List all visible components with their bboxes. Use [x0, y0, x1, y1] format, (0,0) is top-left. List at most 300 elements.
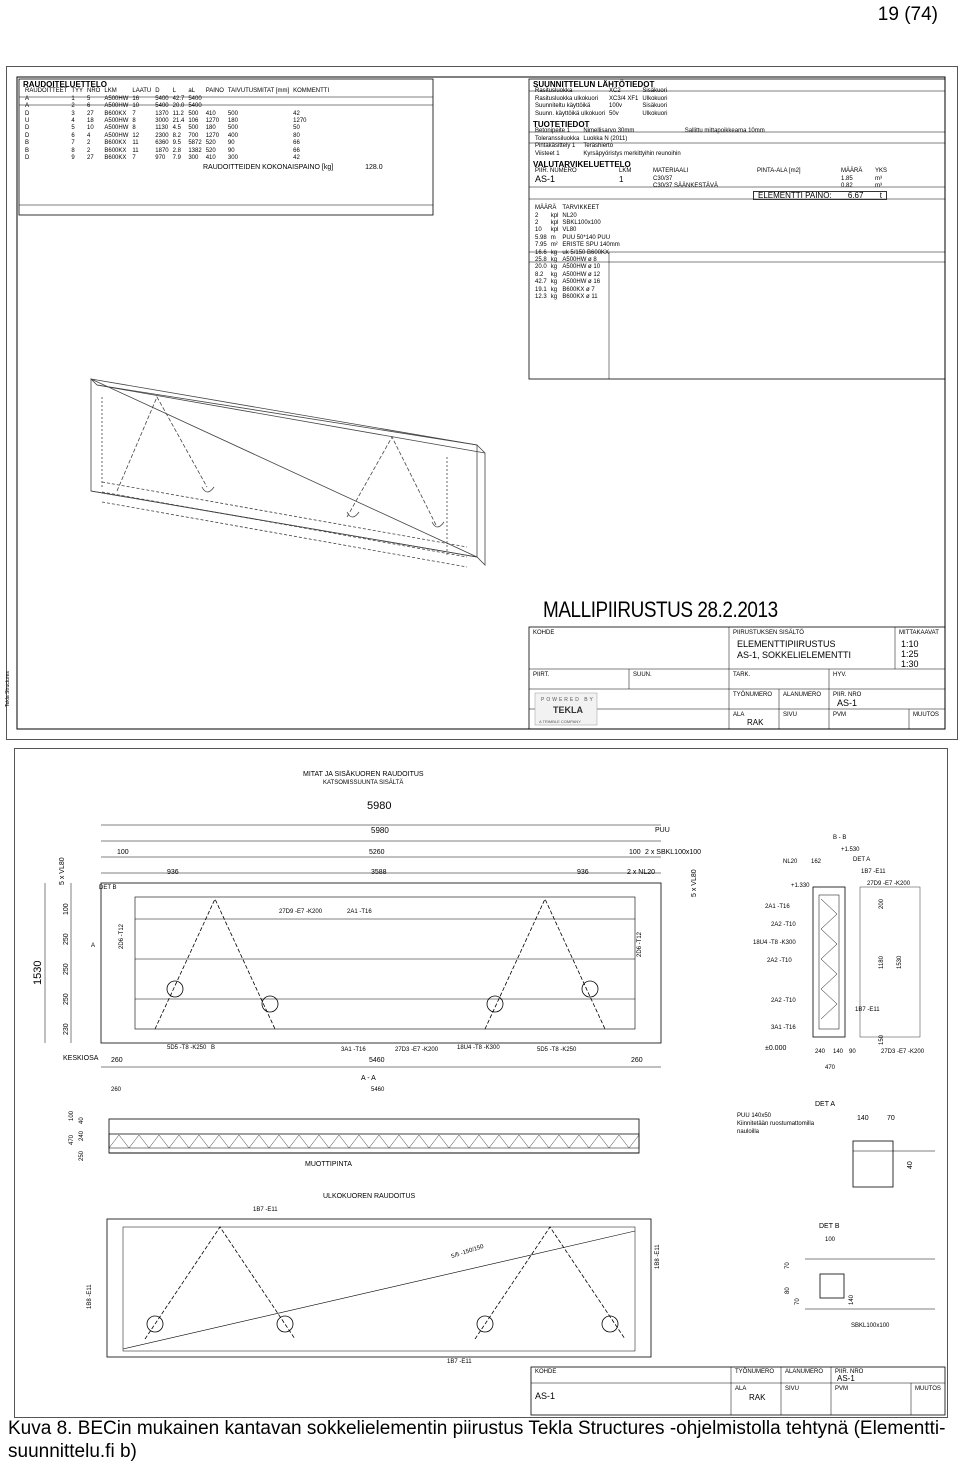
aa-h470: 470 — [69, 1134, 75, 1145]
product-cell: Betonipeite 1 — [535, 128, 571, 135]
rebar-cell: B — [25, 140, 30, 147]
rebar-cell: 180 — [227, 118, 238, 125]
accessory-cell: A500HW ø 16 — [562, 279, 601, 286]
rebar-header: KOMMENTTI — [293, 88, 330, 95]
rebar-cell: 300 — [188, 155, 199, 162]
deta-note1: Kiinnitetään ruostumattomilla — [737, 1121, 815, 1127]
dim-100a: 100 — [117, 849, 129, 856]
bb-e11b: 1B7 -E11 — [855, 1007, 880, 1013]
accessory-cell: kg — [550, 256, 558, 263]
accessory-cell: m — [550, 234, 556, 241]
rebar-header: D — [155, 88, 160, 95]
side-text: Tekla Structures — [5, 671, 11, 707]
rebar-cell: 21.4 — [172, 118, 185, 125]
dim-inner: 5980 — [371, 826, 389, 835]
tb2-sivu: SIVU — [785, 1386, 800, 1392]
design-row — [533, 96, 669, 103]
tb2-piir-value: AS-1 — [837, 1374, 855, 1383]
tb-drawing-sub: AS-1, SOKKELIELEMENTTI — [737, 650, 852, 660]
rebar-cell: 1270 — [205, 118, 220, 125]
rebar-cell: 400 — [227, 132, 238, 139]
accessory-cell: kg — [550, 271, 558, 278]
detb-title: DET B — [819, 1223, 840, 1230]
rebar-cell: 970 — [155, 155, 166, 162]
rebar-cell: A500HW — [104, 118, 129, 125]
bb-w470: 470 — [825, 1065, 836, 1071]
casting-amount: 1.85 — [841, 175, 853, 182]
rebar-cell: A — [25, 103, 30, 110]
product-row — [533, 143, 767, 150]
casting-count: 1 — [619, 174, 624, 184]
element-weight-value: 6.67 — [847, 190, 864, 200]
bb-nl20: NL20 — [783, 859, 798, 865]
detb-h80: 80 — [785, 1287, 791, 1294]
dim-sbkl: 2 x SBKL100x100 — [645, 849, 702, 856]
design-cell: Rasitusluokka ulkokuori — [535, 95, 599, 102]
dim-h100: 100 — [63, 903, 70, 915]
rebar-cell: 10 — [87, 125, 94, 132]
bb-t16b: 3A1 -T16 — [771, 1025, 796, 1031]
rebar-header: L — [172, 88, 176, 95]
accessory-header-row — [533, 205, 622, 212]
rebar-cell: 1870 — [155, 147, 169, 154]
accessory-row — [533, 257, 622, 264]
casting-unit: m³ — [875, 175, 882, 182]
rebar-cell: 410 — [205, 110, 216, 117]
rebar-cell: 5 — [71, 125, 75, 132]
design-cell: Ulkokuori — [642, 110, 668, 117]
tb2-ala-value: RAK — [749, 1393, 766, 1402]
accessory-cell: VL80 — [562, 227, 577, 234]
rebar-cell: 2 — [87, 140, 91, 147]
drawing-sheet-2 — [14, 748, 948, 1418]
accessory-cell: kpl — [550, 219, 559, 226]
accessory-cell: 25.8 — [535, 256, 547, 263]
casting-unit: m³ — [875, 183, 882, 190]
bb-d162: 162 — [811, 859, 822, 865]
rebar-cell: A — [25, 95, 30, 102]
element-weight — [753, 191, 887, 200]
tb-content-label: PIIRUSTUKSEN SISÄLTÖ — [733, 630, 804, 636]
design-cell: Sisäkuori — [642, 103, 668, 110]
product-cell — [683, 151, 767, 158]
rebar-total-value: 128.0 — [365, 164, 383, 172]
dim-h250b: 250 — [63, 963, 70, 975]
bb-w140: 140 — [833, 1049, 844, 1055]
rebar-cell: 5400 — [155, 95, 169, 102]
rebar-cell — [291, 96, 331, 103]
rebar-cell: A500HW — [104, 132, 129, 139]
design-table — [533, 88, 669, 118]
rebar-cell: 90 — [227, 147, 235, 154]
rebar-cell: 11 — [132, 140, 139, 147]
tb-scale: 1:10 — [901, 639, 919, 649]
bb-l1530: +1.530 — [841, 847, 860, 853]
rebar-cell: 1 — [71, 95, 75, 102]
rebar-total — [203, 164, 383, 171]
accessory-cell: 2 — [535, 212, 539, 219]
rebar-cell: 6360 — [155, 140, 169, 147]
rebar-cell: 20.0 — [172, 103, 185, 110]
detb-h70b: 70 — [795, 1298, 801, 1305]
rebar-cell: 16 — [132, 95, 140, 102]
rebar-row — [23, 155, 331, 162]
drawing-sheet-1 — [6, 66, 958, 740]
rebar-cell: 11 — [132, 147, 139, 154]
figure-caption: Kuva 8. BECin mukainen kantavan sokkelielementin piirustus Tekla Structures -ohjelmistolla tehtynä (Elementti-suunnittelu.fi b) — [8, 1418, 946, 1462]
rebar-total-label: RAUDOITTEIDEN KOKONAISPAINO [kg] — [203, 164, 334, 172]
product-cell — [683, 136, 767, 143]
rebar-cell: 7.9 — [172, 155, 181, 162]
dim-260b: 260 — [631, 1057, 643, 1064]
rebar-cell: 7 — [71, 140, 75, 147]
rebar-cell: 700 — [188, 132, 199, 139]
bb-e11: 1B7 -E11 — [861, 869, 886, 875]
rebar-cell: D — [25, 125, 30, 132]
bb-deta: DET A — [853, 857, 871, 863]
bb-t10b: 2A2 -T10 — [767, 958, 792, 964]
sheet2-graphics — [15, 749, 947, 1417]
rebar-cell: D — [25, 110, 30, 117]
product-cell: Pintakäsittely 1 — [535, 143, 576, 150]
accessory-cell: 42.7 — [535, 279, 547, 286]
deta-h40: 40 — [907, 1161, 914, 1169]
rebar-cell: 80 — [293, 132, 300, 139]
tb2-tyonumero: TYÖNUMERO — [735, 1369, 774, 1375]
rebar-cell: 12 — [132, 132, 140, 139]
rebar-cell: 5872 — [188, 140, 202, 147]
product-row — [533, 136, 767, 143]
accessory-cell: m² — [550, 242, 558, 249]
deta-title: DET A — [815, 1101, 836, 1108]
casting-id: AS-1 — [535, 173, 556, 184]
rebar-cell: 500 — [227, 125, 238, 132]
rebar-rows — [23, 96, 331, 163]
rebar-row — [23, 125, 331, 132]
tb-scale: 1:25 — [901, 649, 919, 659]
label-k250b: 5D5 -T8 -K250 — [537, 1047, 577, 1053]
accessory-row — [533, 287, 622, 294]
rebar-cell: 9.5 — [172, 140, 181, 147]
product-row — [533, 128, 767, 135]
sample-drawing-stamp: MALLIPIIRUSTUS 28.2.2013 — [543, 597, 778, 622]
rebar-cell: 2 — [71, 103, 75, 110]
rebar-cell: A500HW — [104, 95, 129, 102]
deta-note2: nauloilla — [737, 1129, 760, 1135]
accessory-cell: kg — [550, 249, 558, 256]
rebar-cell: D — [25, 155, 30, 162]
dim-height: 1530 — [32, 960, 44, 985]
accessory-rows — [533, 213, 622, 302]
accessory-row — [533, 279, 622, 286]
tb2-alanumero: ALANUMERO — [785, 1369, 824, 1375]
rebar-cell: 520 — [205, 147, 216, 154]
bb-l1330: +1.330 — [791, 883, 810, 889]
design-title: SUUNNITTELUN LÄHTÖTIEDOT — [533, 80, 655, 89]
tb-muutos: MUUTOS — [913, 712, 939, 718]
dim-puu: PUU — [655, 827, 670, 834]
rebar-header: LAATU — [132, 88, 152, 95]
rebar-cell: 500 — [188, 110, 199, 117]
accessory-cell: A500HW ø 12 — [562, 271, 601, 278]
rebar-cell: 6 — [87, 103, 91, 110]
rebar-cell: 5400 — [188, 103, 202, 110]
accessory-cell: 20.0 — [535, 264, 547, 271]
rebar-cell: 5400 — [188, 95, 202, 102]
product-cell: Sallittu mittapoikkeama 10mm — [684, 128, 765, 135]
tb-piir-value: AS-1 — [837, 698, 858, 708]
accessory-cell: B600KX ø 11 — [562, 293, 598, 300]
casting-header: YKS — [875, 168, 888, 175]
bb-h1530: 1530 — [897, 955, 903, 969]
accessory-row — [533, 213, 622, 220]
accessory-cell: SBKL100x100 — [562, 219, 601, 226]
rebar-list — [23, 81, 383, 172]
rebar-cell — [204, 96, 226, 103]
accessory-cell: kg — [550, 264, 558, 271]
bb-h200: 200 — [879, 898, 885, 909]
aa-title: A - A — [361, 1075, 376, 1082]
rebar-cell: 27 — [87, 155, 94, 162]
design-cell: 50v — [609, 110, 619, 117]
design-cell: Sisäkuori — [642, 88, 668, 95]
aa-h250: 250 — [79, 1150, 85, 1161]
rebar-cell: 9 — [71, 155, 75, 162]
bb-t10c: 2A2 -T10 — [771, 998, 796, 1004]
rebar-cell: 18 — [87, 118, 94, 125]
casting-header: PINTA-ALA [m2] — [757, 168, 801, 175]
rebar-row — [23, 96, 331, 103]
tb-piirt: PIIRT. — [533, 672, 550, 678]
rebar-cell: 4.5 — [172, 125, 181, 132]
rebar-cell: 300 — [227, 155, 238, 162]
product-cell: Kyrsäpyöristys merkittyihin reunoihin — [583, 150, 681, 157]
rebar-cell: 5400 — [155, 103, 169, 110]
dim-vl80: 5 x VL80 — [59, 857, 66, 885]
detb-sbkl: SBKL100x100 — [851, 1323, 890, 1329]
accessory-row — [533, 294, 622, 301]
tb-tark: TARK. — [733, 672, 751, 678]
aa-h40: 40 — [79, 1117, 85, 1124]
rebar-cell: 410 — [205, 155, 216, 162]
accessory-row — [533, 242, 622, 249]
rebar-cell: 520 — [205, 140, 216, 147]
rebar-cell: 50 — [293, 125, 300, 132]
casting-header: MÄÄRÄ — [841, 168, 863, 175]
rebar-header: PAINO — [205, 88, 224, 95]
rebar-cell — [226, 103, 291, 110]
bb-h150: 150 — [879, 1034, 885, 1045]
element-weight-unit: t — [879, 190, 882, 200]
casting-header-row — [533, 168, 889, 175]
rebar-header: NRO — [87, 88, 101, 95]
accessory-cell: 8.2 — [535, 271, 544, 278]
rebar-cell: 2.8 — [172, 147, 181, 154]
tb-ala: ALA — [733, 712, 745, 718]
dim-vl80b: 5 x VL80 — [691, 869, 698, 897]
rebar-header: aL — [188, 88, 196, 95]
casting-material: C30/37 SÄÄNKESTÄVÄ — [653, 183, 719, 190]
accessory-cell: ERISTE SPU 140mm — [562, 242, 620, 249]
deta-w70: 70 — [887, 1115, 895, 1122]
design-cell: Ulkokuori — [642, 95, 668, 102]
rebar-cell: 3 — [71, 110, 75, 117]
deta-puu: PUU 140x50 — [737, 1113, 772, 1119]
casting-header: MATERIAALI — [653, 168, 689, 175]
design-row — [533, 103, 669, 110]
rebar-cell — [226, 96, 291, 103]
rebar-cell: U — [25, 118, 30, 125]
tb2-muutos: MUUTOS — [915, 1386, 941, 1392]
casting-header: PIIR. NUMERO — [535, 168, 577, 175]
rebar-cell: 5 — [87, 95, 91, 102]
outer-e11d: 1B7 -E11 — [447, 1359, 472, 1365]
design-cell: Suunn. käyttöikä ulkokuori — [535, 110, 606, 117]
tb-kohde: KOHDE — [533, 630, 555, 636]
dim-h230: 230 — [63, 1023, 70, 1035]
accessory-row — [533, 264, 622, 271]
casting-amount: 0.82 — [841, 183, 853, 190]
outer-mesh: 5/5 -150/150 — [450, 1243, 485, 1261]
tb-hyv: HYV. — [833, 672, 847, 678]
page-number: 19 (74) — [877, 4, 938, 25]
label-a: A — [91, 943, 96, 949]
rebar-cell: 500 — [227, 110, 238, 117]
rebar-cell: 1270 — [293, 118, 307, 125]
rebar-cell: 7 — [132, 110, 136, 117]
dim-total: 5980 — [367, 800, 392, 812]
rebar-cell: 42.7 — [172, 95, 185, 102]
product-table — [533, 128, 767, 158]
element-weight-label: ELEMENTTI PAINO: — [758, 190, 832, 200]
accessory-cell: 5.98 — [535, 234, 547, 241]
product-row — [533, 151, 767, 158]
tekla-logo — [553, 707, 583, 714]
design-cell: Rasitusluokka — [535, 88, 573, 95]
rebar-header: LKM — [104, 88, 117, 95]
rebar-cell: B600KX — [104, 147, 127, 154]
rebar-cell: 4 — [71, 118, 75, 125]
rebar-cell: 66 — [293, 140, 300, 147]
rebar-cell: 1382 — [188, 147, 202, 154]
rebar-cell: 8 — [132, 118, 136, 125]
rebar-header: TYY — [71, 88, 84, 95]
label-a1t16b: 3A1 -T16 — [341, 1047, 366, 1053]
rebar-row — [23, 111, 331, 118]
accessory-row — [533, 227, 622, 234]
design-cell: 100v — [609, 103, 623, 110]
label-b: B — [211, 1045, 216, 1051]
tekla-brand: TEKLA — [553, 705, 583, 715]
tb2-id: AS-1 — [535, 1391, 556, 1401]
tb-scale: 1:30 — [901, 659, 919, 669]
rebar-cell: B600KX — [104, 110, 127, 117]
detb-w100: 100 — [825, 1237, 836, 1243]
rebar-cell: B600KX — [104, 155, 127, 162]
dim-260a: 260 — [111, 1057, 123, 1064]
product-cell — [683, 143, 767, 150]
product-cell: Luokka N (2011) — [583, 135, 628, 142]
accessory-cell: 10 — [535, 227, 542, 234]
rebar-cell: A500HW — [104, 125, 129, 132]
aa-h100: 100 — [69, 1110, 75, 1121]
accessory-cell: PUU 50*140 PUU — [562, 234, 611, 241]
detb-h140: 140 — [849, 1294, 855, 1305]
label-k200b: 27D3 -E7 -K200 — [395, 1047, 439, 1053]
dim-h250c: 250 — [63, 993, 70, 1005]
dim-nl20: 2 x NL20 — [627, 869, 656, 876]
rebar-header: RAUDOITTEET — [25, 88, 68, 95]
tb-pvm: PVM — [833, 712, 847, 718]
rebar-cell: 66 — [293, 147, 300, 154]
design-cell: Suunniteltu käyttöikä — [535, 103, 591, 110]
casting-material: C30/37 — [653, 175, 673, 182]
rebar-list-title: RAUDOITELUETTELO — [23, 80, 107, 89]
rebar-cell: 8 — [132, 125, 136, 132]
rebar-cell: 90 — [227, 140, 235, 147]
outer-title: ULKOKUOREN RAUDOITUS — [323, 1193, 416, 1200]
rebar-row — [23, 118, 331, 125]
dim-936a: 936 — [167, 869, 179, 876]
rebar-cell: 1370 — [155, 110, 169, 117]
rebar-row — [23, 103, 331, 110]
design-cell: XC3/4 XF1 — [609, 95, 639, 102]
accessory-header: TARVIKKEET — [562, 205, 600, 212]
accessory-cell: kg — [550, 293, 558, 300]
outer-e11a: 1B7 -E11 — [253, 1207, 278, 1213]
aa-d260: 260 — [111, 1087, 122, 1093]
label-t12b: 2D6 -T12 — [637, 931, 643, 957]
accessory-cell: kg — [550, 279, 558, 286]
casting-table — [533, 168, 889, 190]
product-cell: Viisteet 1 — [535, 150, 560, 157]
rebar-cell: 1130 — [155, 125, 169, 132]
tb-drawing-name: ELEMENTTIPIIRUSTUS — [737, 639, 836, 649]
rebar-cell: 2 — [87, 147, 91, 154]
accessory-row — [533, 250, 622, 257]
accessory-cell: B600KX ø 7 — [562, 286, 595, 293]
tb-scale-label: MITTAKAAVAT — [899, 630, 939, 636]
accessory-cell: uk 5/150 B600KX — [562, 249, 610, 256]
rebar-cell: 106 — [188, 118, 199, 125]
rebar-cell — [291, 103, 331, 110]
rebar-cell: 42 — [293, 155, 300, 162]
rebar-cell: 4 — [87, 132, 91, 139]
accessory-cell: kpl — [550, 212, 559, 219]
rebar-cell: 1270 — [205, 132, 220, 139]
tb-sivu: SIVU — [783, 712, 798, 718]
bb-k300: 18U4 -T8 -K300 — [753, 940, 796, 946]
accessory-cell: A500HW ø 8 — [562, 256, 597, 263]
label-a1t16: 2A1 -T16 — [347, 909, 372, 915]
accessory-cell: 12.3 — [535, 293, 547, 300]
dim-5460: 5460 — [369, 1057, 385, 1064]
accessory-cell: 16.6 — [535, 249, 547, 256]
bb-w90: 90 — [849, 1049, 856, 1055]
bb-title: B - B — [833, 835, 847, 841]
sheet2-subtitle: KATSOMISSUUNTA SISÄLTÄ — [323, 780, 404, 786]
label-det-b: DET B — [99, 885, 117, 891]
aa-muottipinta: MUOTTIPINTA — [305, 1161, 352, 1168]
tb2-ala: ALA — [735, 1386, 747, 1392]
accessory-cell: kg — [550, 286, 558, 293]
dim-936b: 936 — [577, 869, 589, 876]
rebar-cell: 6 — [71, 132, 75, 139]
bb-t10: 2A2 -T10 — [771, 922, 796, 928]
tb-powered: POWERED BY — [541, 697, 595, 703]
casting-header: LKM — [619, 168, 632, 175]
rebar-row — [23, 148, 331, 155]
